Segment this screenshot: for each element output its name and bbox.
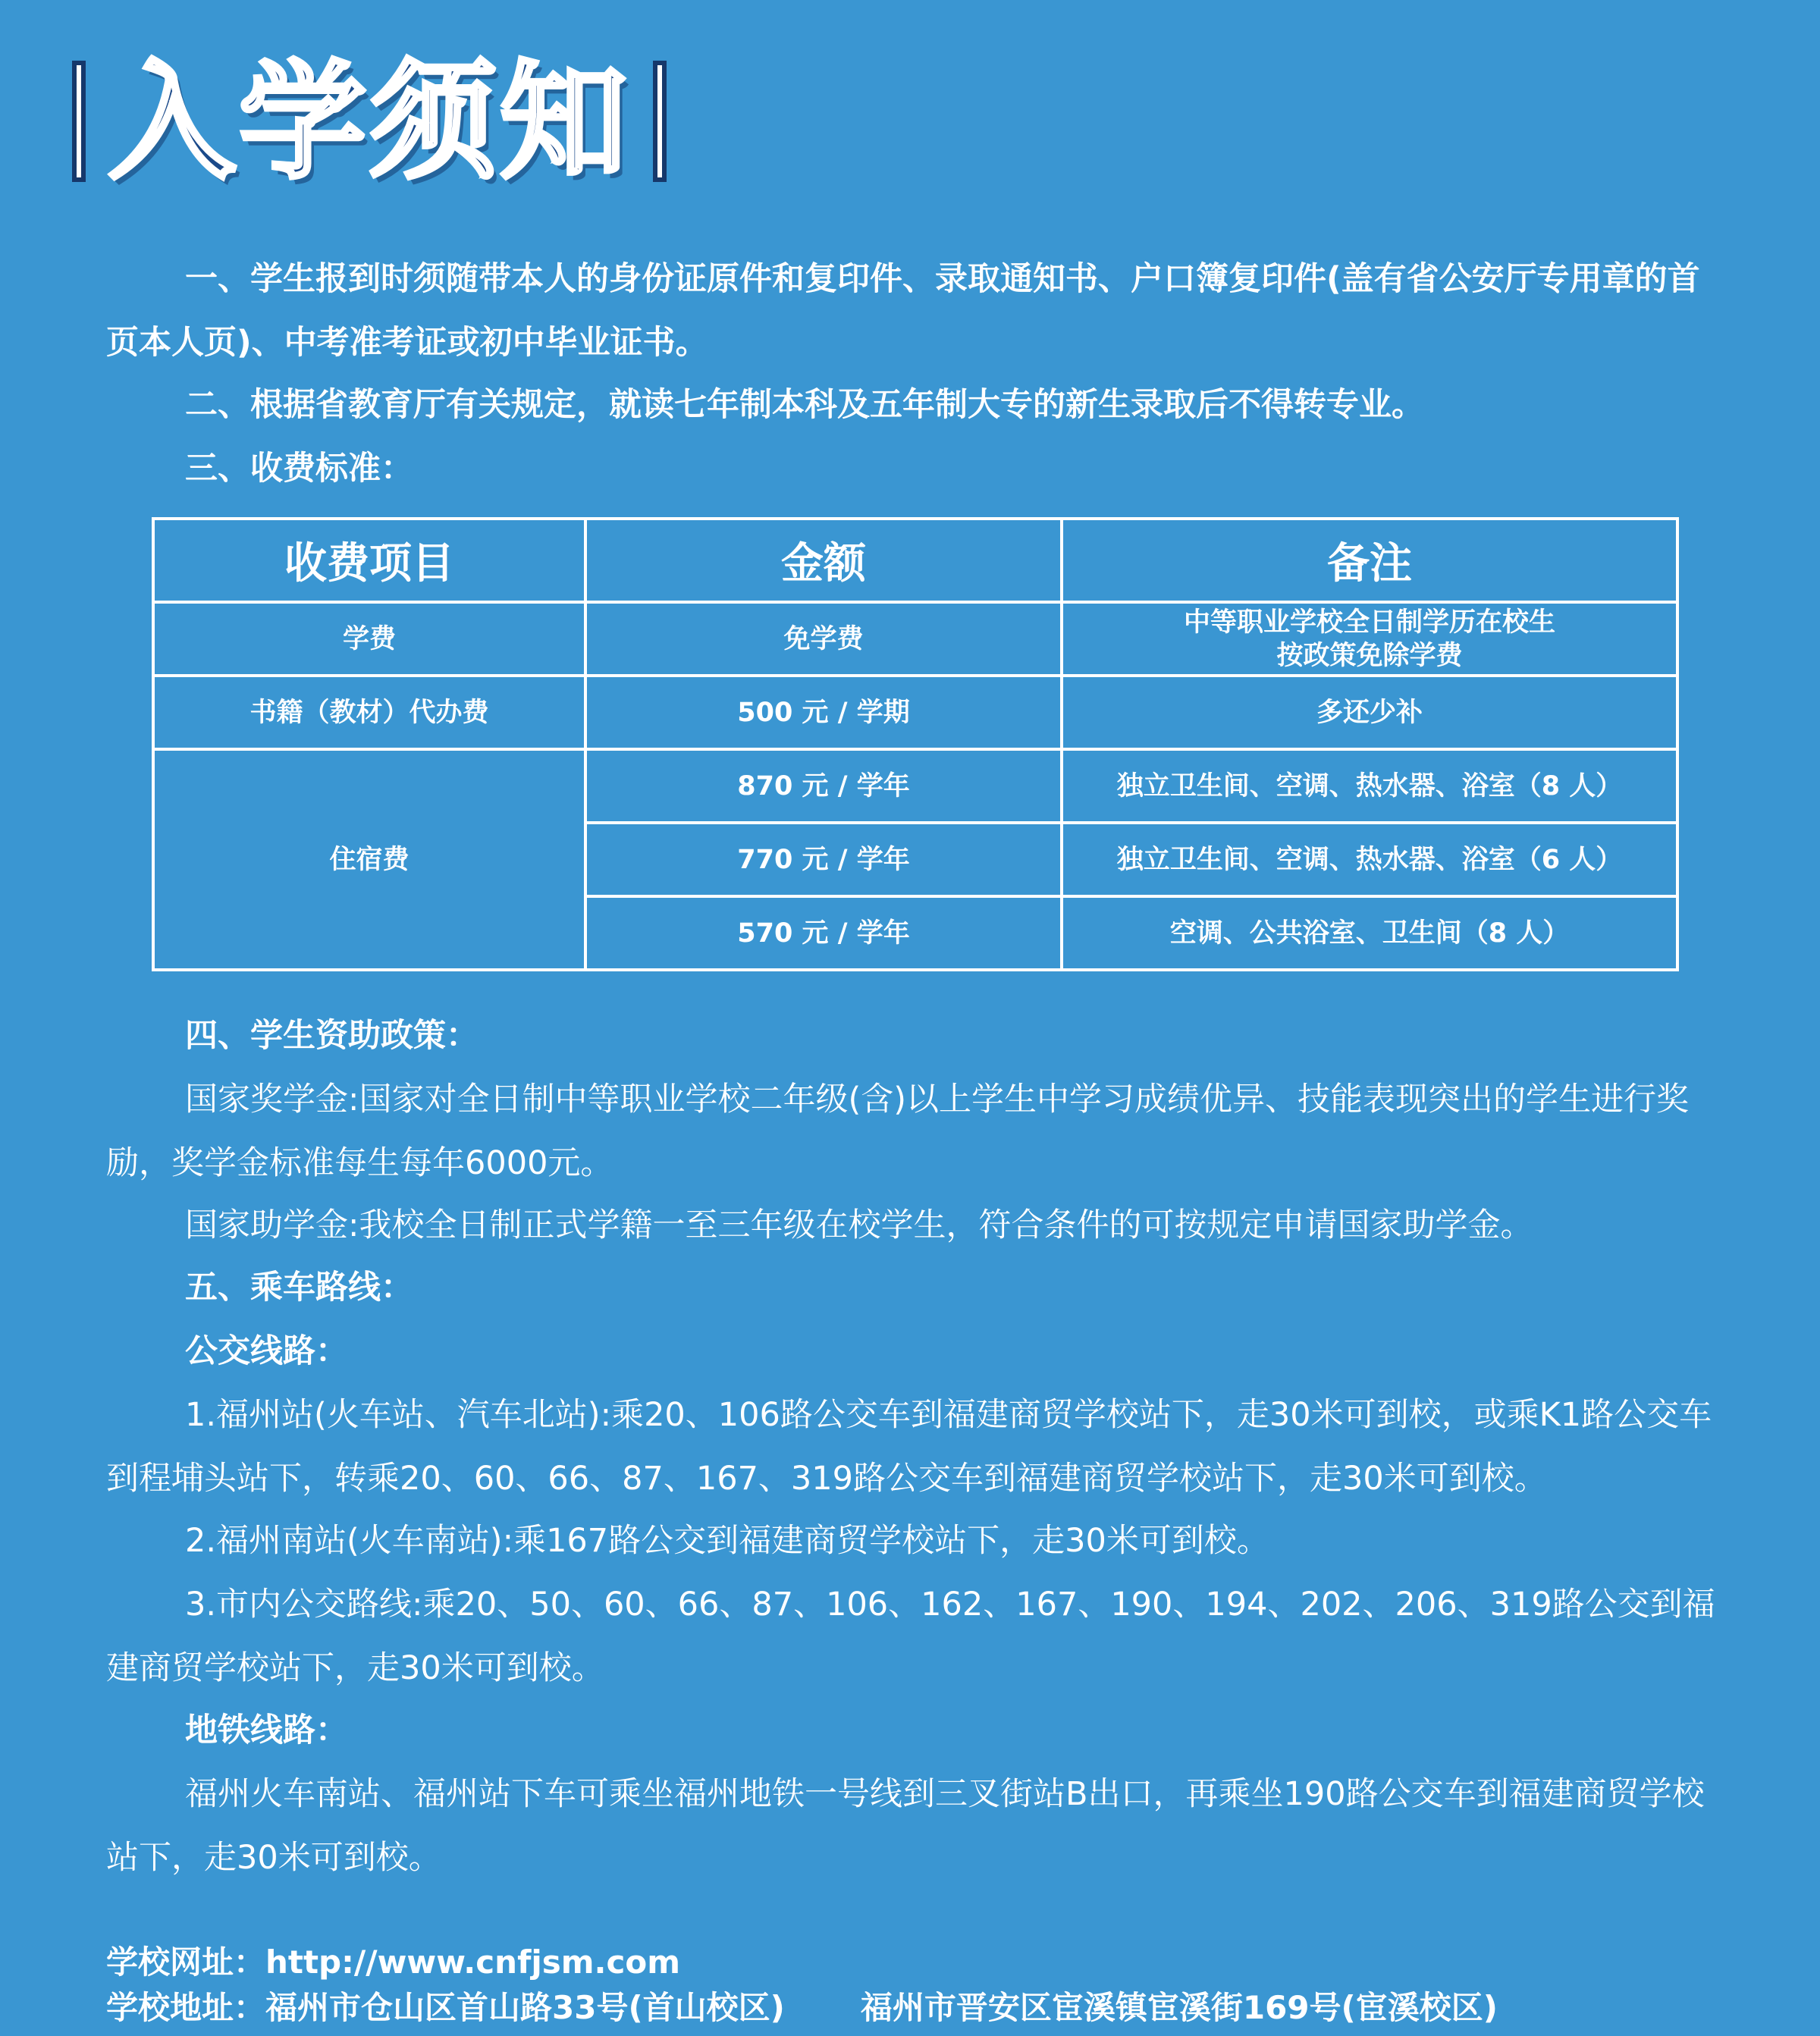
section-3-heading: 三、收费标准： [185, 450, 413, 488]
school-address [106, 1985, 1498, 2031]
fee-header-note: 备注 [1062, 519, 1677, 602]
fee-item: 住宿费 [153, 749, 585, 970]
fee-note: 独立卫生间、空调、热水器、浴室（6 人） [1062, 823, 1677, 896]
address-campus-1: 福州市仓山区首山路33号(首山校区) [265, 1989, 785, 2026]
section-5-heading: 五、乘车路线： [185, 1269, 413, 1307]
fee-note [1062, 602, 1677, 676]
fee-note: 多还少补 [1062, 676, 1677, 749]
metro-route-1: 福州火车南站、福州站下车可乘坐福州地铁一号线到三叉街站B出口，再乘坐190路公交车到福建商贸学校站下，走30米可到校。 [106, 1775, 1705, 1877]
page-title: 入学须知 [108, 46, 630, 196]
metro-routes-heading: 地铁线路： [185, 1711, 348, 1749]
section-2-text: 二、根据省教育厅有关规定，就读七年制本科及五年制大专的新生录取后不得转专业。 [185, 386, 1424, 424]
fee-amount: 870 元 / 学年 [585, 749, 1062, 823]
fee-note-line: 中等职业学校全日制学历在校生 [1183, 607, 1555, 638]
school-website: 学校网址：http://www.cnfjsm.com [106, 1943, 680, 1981]
title-right-bar [653, 61, 667, 182]
address-label: 学校地址： [106, 1989, 266, 2026]
fee-header-item: 收费项目 [153, 519, 585, 602]
fee-table [152, 517, 1679, 971]
fee-item: 书籍（教材）代办费 [153, 676, 585, 749]
fee-amount: 570 元 / 学年 [585, 896, 1062, 970]
fee-item: 学费 [153, 602, 585, 676]
fee-table-header-row [153, 519, 1677, 602]
bus-route-3: 3.市内公交路线:乘20、50、60、66、87、106、162、167、190、194、202、206、319路公交到福建商贸学校站下，走30米可到校。 [106, 1586, 1715, 1687]
title-left-bar [72, 61, 86, 182]
section-1-text: 一、学生报到时须随带本人的身份证原件和复印件、录取通知书、户口簿复印件(盖有省公安厅专用章的首页本人页)、中考准考证或初中毕业证书。 [106, 260, 1700, 362]
fee-row-tuition [153, 602, 1677, 676]
fee-amount: 770 元 / 学年 [585, 823, 1062, 896]
fee-note: 独立卫生间、空调、热水器、浴室（8 人） [1062, 749, 1677, 823]
fee-note: 空调、公共浴室、卫生间（8 人） [1062, 896, 1677, 970]
fee-row-books [153, 676, 1677, 749]
fee-amount: 500 元 / 学期 [585, 676, 1062, 749]
bus-route-1: 1.福州站(火车站、汽车北站):乘20、106路公交车到福建商贸学校站下，走30米可到校，或乘K1路公交车到程埔头站下，转乘20、60、66、87、167、319路公交车到福建商贸学校站下，走30米可到校。 [106, 1396, 1712, 1498]
section-4-heading: 四、学生资助政策： [185, 1017, 479, 1055]
bus-routes-heading: 公交线路： [185, 1332, 348, 1370]
address-campus-2: 福州市晋安区宦溪镇宦溪街169号(宦溪校区) [860, 1989, 1498, 2026]
grant-text: 国家助学金:我校全日制正式学籍一至三年级在校学生，符合条件的可按规定申请国家助学金。 [185, 1206, 1533, 1244]
bus-route-2: 2.福州南站(火车南站):乘167路公交到福建商贸学校站下，走30米可到校。 [185, 1522, 1269, 1560]
scholarship-text: 国家奖学金:国家对全日制中等职业学校二年级(含)以上学生中学习成绩优异、技能表现突出的学生进行奖励，奖学金标准每生每年6000元。 [106, 1081, 1690, 1182]
page-title-block [72, 46, 667, 196]
fee-note-line: 按政策免除学费 [1276, 640, 1463, 671]
fee-amount: 免学费 [585, 602, 1062, 676]
fee-row-dorm-1 [153, 749, 1677, 823]
fee-header-amount: 金额 [585, 519, 1062, 602]
